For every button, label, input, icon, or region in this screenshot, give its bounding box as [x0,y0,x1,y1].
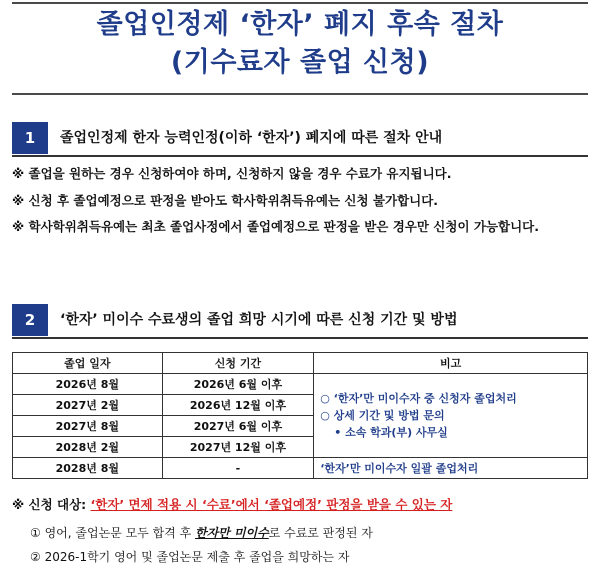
target-item-2: ② 2026-1학기 영어 및 졸업논문 제출 후 졸업을 희망하는 자 [30,550,350,564]
application-target [12,495,588,513]
cell-graduation-date: 2027년 8월 [13,416,163,437]
cell-application-period: 2026년 12월 이후 [162,395,314,416]
title-top-rule [12,2,588,4]
target-item-1: ① 영어, 졸업논문 모두 합격 후 한자만 미이수로 수료로 판정된 자 [30,526,373,540]
table-header-row [13,353,588,374]
section-2-number: 2 [12,304,48,336]
section-1-title: 졸업인정제 한자 능력인정(이하 ‘한자’) 폐지에 따른 절차 안내 [60,130,443,146]
section-1-rule [12,155,588,157]
target-highlight: ‘한자’ 면제 적용 시 ‘수료’에서 ‘졸업예정’ 판정을 받을 수 있는 자 [90,497,453,512]
header-remarks: 비고 [314,353,588,374]
section-2-title: ‘한자’ 미이수 수료생의 졸업 희망 시기에 따른 신청 기간 및 방법 [60,312,458,328]
section-2-header [12,304,588,336]
remark-line-2: ○ 상세 기간 및 방법 문의 [320,409,445,422]
cell-remarks-last: ‘한자’만 미이수자 일괄 졸업처리 [314,458,588,479]
cell-graduation-date: 2027년 2월 [13,395,163,416]
page-subtitle: (기수료자 졸업 신청) [170,47,430,78]
note-1: ※ 졸업을 원하는 경우 신청하여야 하며, 신청하지 않을 경우 수료가 유지됩니다. [12,166,452,181]
target-label: ※ 신청 대상: [12,497,91,512]
remark-line-3: • 소속 학과(부) 사무실 [334,426,448,439]
cell-application-period: - [162,458,314,479]
page-title: 졸업인정제 ‘한자’ 폐지 후속 절차 [96,9,504,40]
cell-graduation-date: 2026년 8월 [13,374,163,395]
note-2: ※ 신청 후 졸업예정으로 판정을 받아도 학사학위취득유예는 신청 불가합니다. [12,193,439,208]
section-1-header [12,122,588,154]
cell-application-period: 2026년 6월 이후 [162,374,314,395]
section-1-notes [12,160,588,239]
note-3: ※ 학사학위취득유예는 최초 졸업사정에서 졸업예정으로 판정을 받은 경우만 신청이 가능합니다. [12,219,539,234]
cell-graduation-date: 2028년 2월 [13,437,163,458]
cell-application-period: 2027년 6월 이후 [162,416,314,437]
cell-application-period: 2027년 12월 이후 [162,437,314,458]
remark-line-1: ○ ‘한자’만 미이수자 중 신청자 졸업처리 [320,392,517,405]
target-item-1-emphasis: 한자만 미이수 [194,526,269,540]
cell-remarks-main [314,374,588,458]
section-1-number: 1 [12,122,48,154]
cell-graduation-date: 2028년 8월 [13,458,163,479]
schedule-table [12,352,588,479]
page-title-block [12,6,588,90]
header-graduation-date: 졸업 일자 [13,353,163,374]
section-2-rule [12,337,588,339]
title-bottom-rule [12,93,588,95]
table-row [13,458,588,479]
header-application-period: 신청 기간 [162,353,314,374]
table-row [13,374,588,395]
